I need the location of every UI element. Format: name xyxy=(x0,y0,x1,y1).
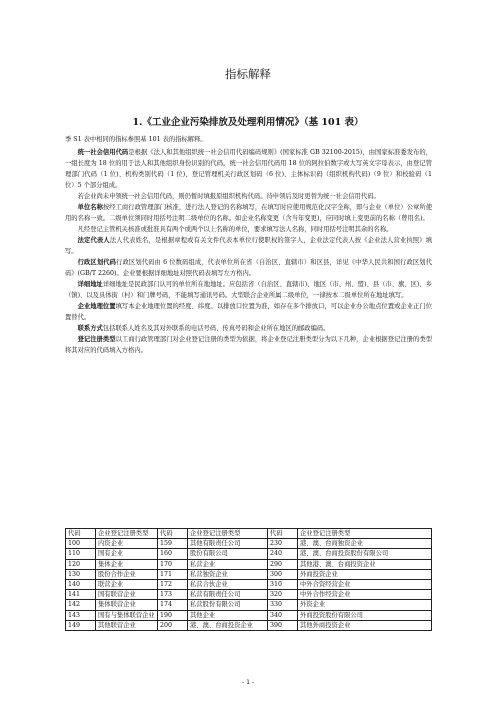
table-cell: 股份合作企业 xyxy=(96,569,158,579)
paragraph-address xyxy=(65,279,432,301)
paragraph-text: 是根据《法人和其他组织统一社会信用代码编码规则》(国家标准 GB 32100-2015)，由国家标准委发布的，一组长度为 18 位的用于法人和其他组织身份识别的代码。统一社会信用代码用 18 位的阿拉伯数字或大写英文字母表示，由登记管理部门代码（1 位)、机构类别代码（1 位)、登记管理机关行政区划码（6 位)、主体标识码（组织机构代码)（9 位）和校验码（1 位）5 个部分组成。 xyxy=(65,149,433,189)
term-label: 统一社会信用代码 xyxy=(77,149,129,156)
paragraph-legal-rep xyxy=(65,235,432,257)
table-cell: 其他外商投资企业 xyxy=(298,620,432,630)
table-cell: 170 xyxy=(158,559,188,569)
term-label: 单位名称 xyxy=(77,204,103,211)
table-cell: 联营企业 xyxy=(96,579,158,589)
table-cell: 私营企业 xyxy=(188,559,268,569)
table-cell: 149 xyxy=(66,620,96,630)
table-header-row xyxy=(66,529,432,539)
table-cell: 230 xyxy=(268,539,298,549)
table-cell: 320 xyxy=(268,590,298,600)
table-cell: 其他联营企业 xyxy=(96,620,158,630)
table-row xyxy=(66,569,432,579)
paragraph-location xyxy=(65,301,432,323)
table-row xyxy=(66,610,432,620)
intro-paragraph: 季 S1 表中相同的指标参照基 101 表的指标解释。 xyxy=(65,136,207,143)
table-cell: 外商投资企业 xyxy=(298,569,432,579)
table-cell: 120 xyxy=(66,559,96,569)
paragraph-credit-code-note xyxy=(65,191,432,202)
paragraph-division-code xyxy=(65,257,432,279)
table-cell: 私营有限责任公司 xyxy=(188,590,268,600)
paragraph-text: 填写本企业地理位置的经度、纬度。以排放口位置为准，如存在多个排放口，可以企业办公地点位置或企业正门位置替代。 xyxy=(65,303,433,321)
table-row xyxy=(66,600,432,610)
table-cell: 内资企业 xyxy=(96,539,158,549)
paragraph-text: 行政区划代码由 6 位数码组成，代表单位所在省（自治区、直辖市）和区县，详见《中华人民共和国行政区划代码》(GB/T 2260)。企业要根据详细地址对照代码表填写左方格内。 xyxy=(65,259,433,277)
paragraph-unit-name-note xyxy=(65,224,432,235)
table-cell: 集体联营企业 xyxy=(96,600,158,610)
paragraph-registration-type xyxy=(65,334,432,356)
document-body xyxy=(65,134,432,356)
table-cell: 310 xyxy=(268,579,298,589)
table-cell: 172 xyxy=(158,579,188,589)
table-cell: 390 xyxy=(268,620,298,630)
table-cell: 私营股份有限公司 xyxy=(188,600,268,610)
term-label: 联系方式 xyxy=(77,325,103,332)
table-cell: 100 xyxy=(66,539,96,549)
table-cell: 股份有限公司 xyxy=(188,549,268,559)
table-cell: 200 xyxy=(158,620,188,630)
table-header-cell: 企业登记注册类型 xyxy=(96,529,158,539)
table-cell: 110 xyxy=(66,549,96,559)
table-cell: 其他企业 xyxy=(188,610,268,620)
term-label: 登记注册类型 xyxy=(77,336,116,343)
table-cell: 174 xyxy=(158,600,188,610)
term-label: 详细地址 xyxy=(77,281,103,288)
table-cell: 173 xyxy=(158,590,188,600)
table-row xyxy=(66,579,432,589)
page-number: - 1 - xyxy=(242,679,254,686)
table-cell: 340 xyxy=(268,610,298,620)
paragraph-text: 按经工商行政管理部门核准，进行法人登记的名称填写，在填写时应使用规范化汉字全称，即与企业（单位）公章所使用的名称一致。二级单位须同时用括号注明二级单位的名称。如企业名称变更（含当年变更)，应同时填上变更前的名称（曾用名)。 xyxy=(65,204,433,222)
table-cell: 300 xyxy=(268,569,298,579)
paragraph-text: 凡经登记主管机关核准或批准具有两个或两个以上名称的单位，要求填写法人名称，同时用括号注明其余的名称。 xyxy=(77,226,393,233)
table-cell: 240 xyxy=(268,549,298,559)
table-row xyxy=(66,620,432,630)
table-cell: 330 xyxy=(268,600,298,610)
registration-type-table xyxy=(65,528,432,631)
paragraph-text: 以工商行政管理部门对企业登记注册的类型为依据，将企业登记注册类型分为以下几种，企业根据登记注册的类型将其对应的代码填入方格内。 xyxy=(65,336,433,354)
paragraph-text: 若企业尚未申领统一社会信用代码，则仍暂时填报原组织机构代码。待申领后及时更替为统一社会信用代码。 xyxy=(77,193,380,200)
table-cell: 171 xyxy=(158,569,188,579)
table-cell: 290 xyxy=(268,559,298,569)
table-row xyxy=(66,590,432,600)
document-title: 指标解释 xyxy=(225,67,271,81)
table-cell: 130 xyxy=(66,569,96,579)
paragraph-credit-code xyxy=(65,147,432,191)
table-cell: 中外合资经营企业 xyxy=(298,579,432,589)
table-cell: 中外合作经营企业 xyxy=(298,590,432,600)
table-cell: 143 xyxy=(66,610,96,620)
table-cell: 港、澳、台商独资企业 xyxy=(298,539,432,549)
table-cell: 国有与集体联营企业 xyxy=(96,610,158,620)
table-cell: 141 xyxy=(66,590,96,600)
paragraph-text: 法人代表姓名，是根据章程或有关文件代表本单位行使职权的签字人，企业法定代表人按《企业法人营业执照》填写。 xyxy=(65,237,433,255)
table-cell: 140 xyxy=(66,579,96,589)
table-cell: 其他港、澳、台商投资企业 xyxy=(298,559,432,569)
table-cell: 其他有限责任公司 xyxy=(188,539,268,549)
term-label: 行政区划代码 xyxy=(77,259,117,266)
paragraph-text: 详细地址是民政部门认可的单位所在地地址。应包括省（自治区、直辖市)、地区（市、州、盟)、县（市、旗、区)、乡（镇)、以及具体街（村）和门牌号码，不能填写通讯号码。大型联合企业所属二级单位，一律按本二级单位所在地址填写。 xyxy=(65,281,433,299)
table-row xyxy=(66,549,432,559)
paragraph-unit-name xyxy=(65,202,432,224)
term-label: 企业地理位置 xyxy=(77,303,116,310)
table-header-cell: 企业登记注册类型 xyxy=(188,529,268,539)
table-cell: 国有企业 xyxy=(96,549,158,559)
table-cell: 外资企业 xyxy=(298,600,432,610)
table-row xyxy=(66,559,432,569)
table-cell: 160 xyxy=(158,549,188,559)
paragraph-contact xyxy=(65,323,432,334)
table-cell: 外商投资股份有限公司 xyxy=(298,610,432,620)
table-header-cell: 代码 xyxy=(268,529,298,539)
table-cell: 190 xyxy=(158,610,188,620)
table-row xyxy=(66,539,432,549)
table-cell: 港、澳、台商投资企业 xyxy=(188,620,268,630)
table-cell: 159 xyxy=(158,539,188,549)
table-cell: 港、澳、台商投资股份有限公司 xyxy=(298,549,432,559)
term-label: 法定代表人 xyxy=(77,237,110,244)
table-cell: 私营独资企业 xyxy=(188,569,268,579)
paragraph-text: 包括联系人姓名及其对外联系的电话号码、传真号码和企业所在地区的邮政编码。 xyxy=(102,325,330,332)
table-header-cell: 企业登记注册类型 xyxy=(298,529,432,539)
table-cell: 集体企业 xyxy=(96,559,158,569)
table-header-cell: 代码 xyxy=(66,529,96,539)
table-cell: 私营合伙企业 xyxy=(188,579,268,589)
table-cell: 142 xyxy=(66,600,96,610)
table-header-cell: 代码 xyxy=(158,529,188,539)
table-cell: 国有联营企业 xyxy=(96,590,158,600)
section-title: 1.《工业企业污染排放及处理利用情况》（基 101 表） xyxy=(132,117,364,128)
